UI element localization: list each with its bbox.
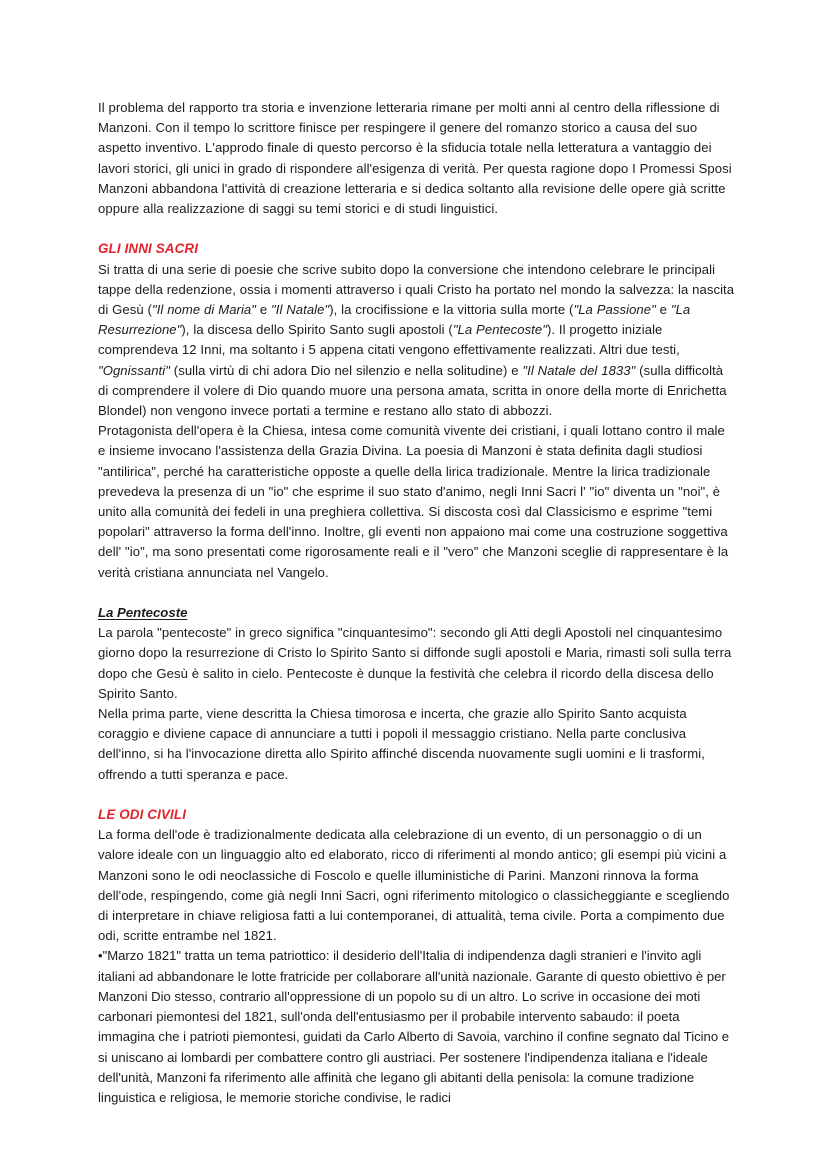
text-run: ), la discesa dello Spirito Santo sugli apostoli ( bbox=[181, 322, 453, 338]
text-run: ), la crocifissione e la vittoria sulla morte ( bbox=[329, 302, 574, 318]
work-title-la-passione: "La Passione" bbox=[573, 302, 656, 318]
la-pentecoste-paragraph-2: Nella prima parte, viene descritta la Chiesa timorosa e incerta, che grazie allo Spirito Santo acquista coraggio e diviene capace di annunciare a tutti i popoli il messaggio cristiano. Nella parte conclusiva dell'inno, si ha l'invocazione diretta allo Spirito affinché discenda nuovamente sugli uomini e li trasformi, offrendo a tutti speranza e pace. bbox=[98, 706, 705, 782]
la-pentecoste-paragraph-1: La parola "pentecoste" in greco significa "cinquantesimo": secondo gli Atti degli Apostoli nel cinquantesimo giorno dopo la resurrezione di Cristo lo Spirito Santo si diffonde sugli apostoli e Maria, rimasti soli sulla terra dopo che Gesù è salito in cielo. Pentecoste è dunque la festività che celebra il ricordo della discesa dello Spirito Santo. bbox=[98, 625, 732, 701]
work-title-il-natale: "Il Natale" bbox=[271, 302, 330, 318]
text-run: e bbox=[256, 302, 272, 318]
intro-paragraph: Il problema del rapporto tra storia e invenzione letteraria rimane per molti anni al centro della riflessione di Manzoni. Con il tempo lo scrittore finisce per respingere il genere del romanzo storico a causa del suo aspetto inventivo. L'approdo finale di questo percorso è la sfiducia totale nella letteratura a vantaggio dei lavori storici, gli unici in grado di rispondere all'esigenza di verità. Per questa ragione dopo I Promessi Sposi Manzoni abbandona l'attività di creazione letteraria e si dedica soltanto alla revisione delle opere già scritte oppure alla realizzazione di saggi su temi storici e di studi linguistici. bbox=[98, 100, 732, 217]
odi-civili-bullet-marzo-1821: •"Marzo 1821" tratta un tema patriottico: il desiderio dell'Italia di indipendenza dagli stranieri e l'invito agli italiani ad abbandonare le lotte fratricide per collaborare all'unità nazionale. Garante di questo obiettivo è per Manzoni Dio stesso, contrario all'oppressione di un popolo su di un altro. Lo scrive in occasione dei moti carbonari piemontesi del 1821, sull'onda dell'entusiasmo per il probabile intervento sabaudo: il poeta immagina che i patrioti piemontesi, guidati da Carlo Alberto di Savoia, varchino il confine segnato dal Ticino e si uniscano ai lombardi per combattere contro gli austriaci. Per sostenere l'indipendenza italiana e l'ideale dell'unità, Manzoni fa riferimento alle affinità che legano gli abitanti della penisola: la comune tradizione linguistica e religiosa, le memorie storiche condivise, le radici bbox=[98, 948, 730, 1105]
work-title-la-resurrezione: "La Resurrezione" bbox=[98, 302, 691, 338]
work-title-ognissanti: "Ognissanti" bbox=[98, 362, 170, 378]
document-content-column bbox=[98, 98, 736, 1108]
work-title-il-nome-di-maria: "Il nome di Maria" bbox=[151, 302, 256, 318]
text-run: (sulla difficoltà di comprendere il volere di Dio quando muore una persona amata, scritta in onore della morte di Enrichetta Blondel) non vengono invece portati a termine e restano allo stato di abbozzi. bbox=[98, 362, 727, 419]
inni-sacri-paragraph-1 bbox=[98, 260, 736, 422]
heading-le-odi-civili: LE ODI CIVILI bbox=[98, 807, 187, 823]
text-run: Si tratta di una serie di poesie che scrive subito dopo la conversione che intendono celebrare le principali tappe della redenzione, ossia i momenti attraverso i quali Cristo ha portato nel mondo la salvezza: la nascita di Gesù ( bbox=[98, 261, 735, 318]
text-run: e bbox=[655, 302, 671, 318]
section-spacer bbox=[98, 583, 736, 603]
section-spacer bbox=[98, 785, 736, 805]
section-spacer bbox=[98, 219, 736, 239]
work-title-il-natale-del-1833: "Il Natale del 1833" bbox=[522, 362, 636, 378]
inni-sacri-paragraph-2: Protagonista dell'opera è la Chiesa, intesa come comunità vivente dei cristiani, i quali lottano contro il male e insieme invocano l'assistenza della Grazia Divina. La poesia di Manzoni è stata definita dagli studiosi "antilirica", perché ha caratteristiche opposte a quelle della lirica tradizionale. Mentre la lirica tradizionale prevedeva la presenza di un "io" che esprime il suo stato d'animo, negli Inni Sacri l' "io" diventa un "noi", è unito alla comunità dei fedeli in una preghiera collettiva. Si discosta così dal Classicismo e esprime "temi popolari" attraverso la forma dell'inno. Inoltre, gli eventi non appaiono mai come una costruzione soggettiva dell' "io", ma sono presentati come rigorosamente reali e il "vero" che Manzoni sceglie di rappresentare è la verità cristiana annunciata nel Vangelo. bbox=[98, 423, 729, 580]
text-run: (sulla virtù di chi adora Dio nel silenzio e nella solitudine) e bbox=[169, 362, 523, 378]
heading-gli-inni-sacri: GLI INNI SACRI bbox=[98, 241, 199, 257]
subheading-wrapper bbox=[98, 603, 736, 623]
subheading-la-pentecoste: La Pentecoste bbox=[98, 605, 188, 621]
work-title-la-pentecoste: "La Pentecoste" bbox=[452, 322, 547, 338]
odi-civili-paragraph-1: La forma dell'ode è tradizionalmente dedicata alla celebrazione di un evento, di un personaggio o di un valore ideale con un linguaggio alto ed elaborato, ricco di riferimenti al mondo antico; gli esempi più vicini a Manzoni sono le odi neoclassiche di Foscolo e quelle illuministiche di Parini. Manzoni rinnova la forma dell'ode, respingendo, come già negli Inni Sacri, ogni riferimento mitologico o classicheggiante e scegliendo di interpretare in chiave religiosa fatti a lui contemporanei, di attualità, tema civile. Porta a compimento due odi, scritte entrambe nel 1821. bbox=[98, 827, 730, 944]
text-run: ). Il progetto iniziale comprendeva 12 Inni, ma soltanto i 5 appena citati vengono effettivamente realizzati. Altri due testi, bbox=[98, 322, 680, 358]
